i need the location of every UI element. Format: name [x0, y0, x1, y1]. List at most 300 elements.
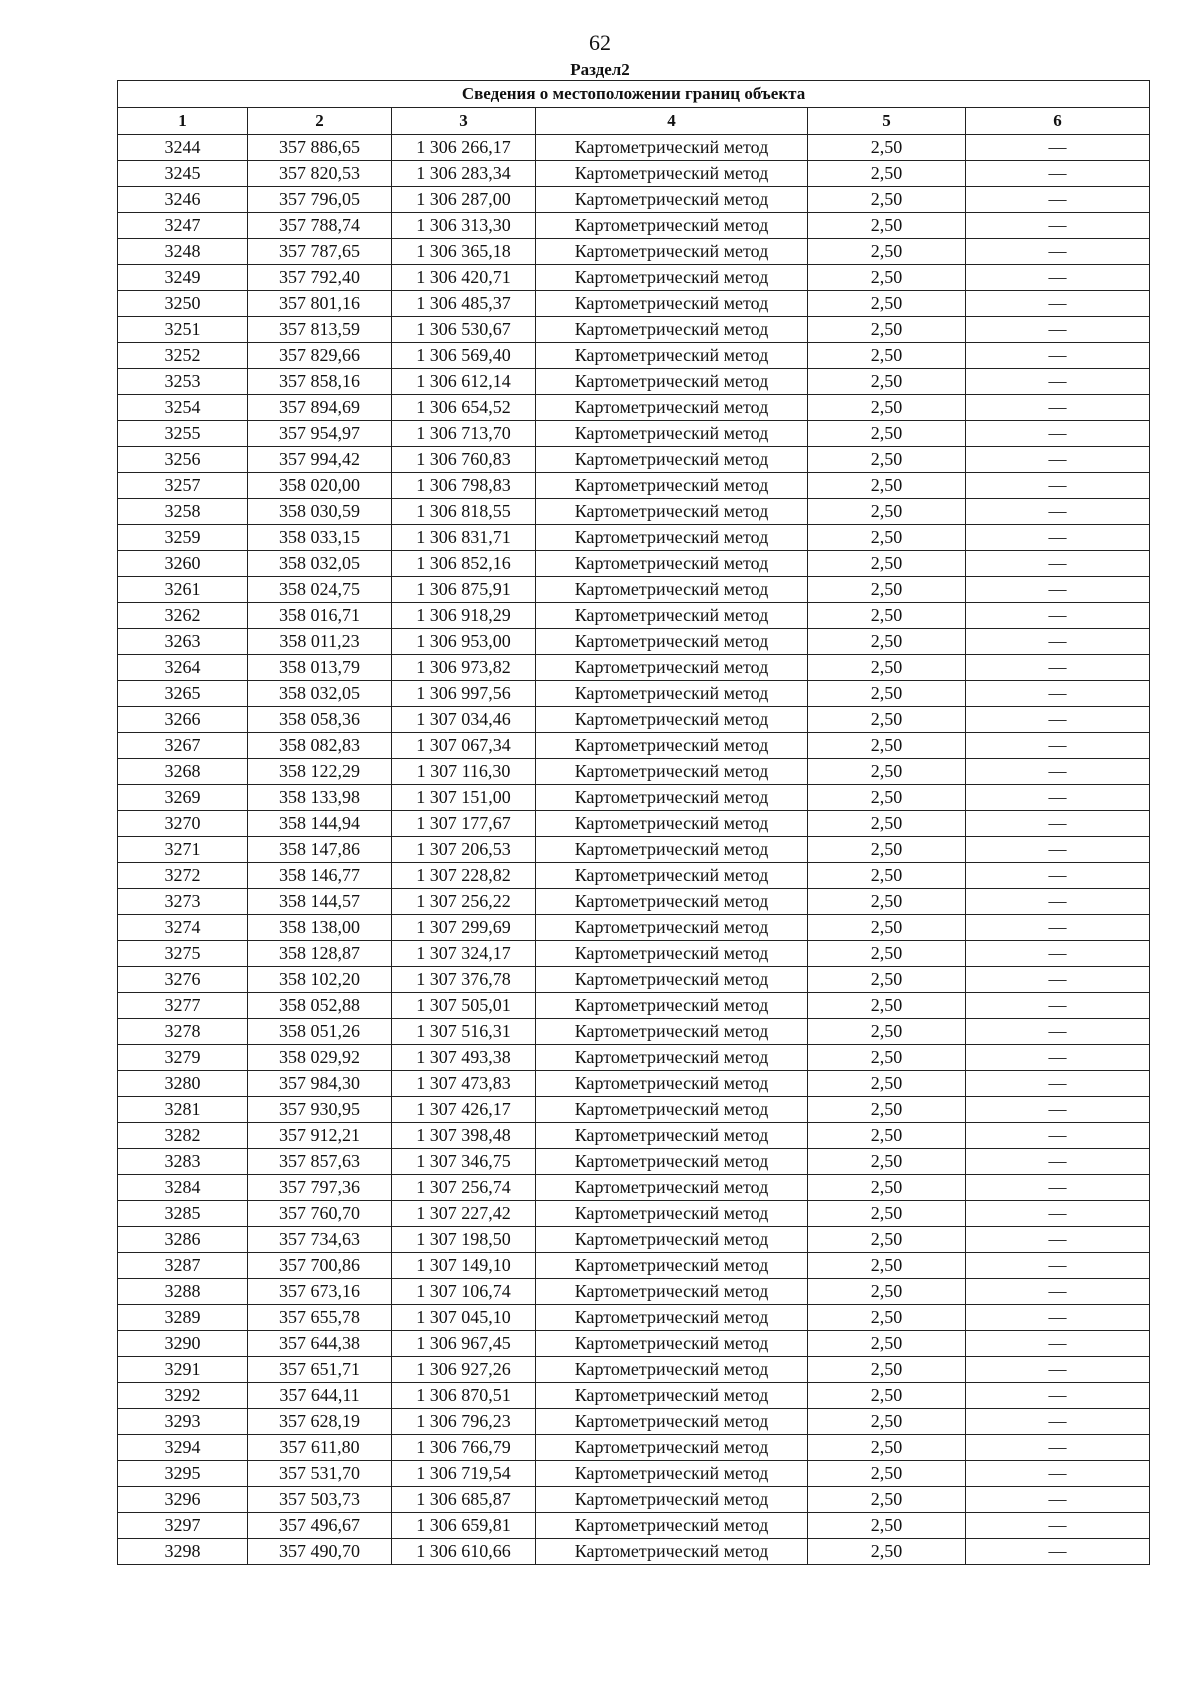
method-cell: Картометрический метод	[536, 655, 808, 681]
accuracy-cell: 2,50	[808, 1279, 966, 1305]
table-row	[118, 473, 1150, 499]
method-cell: Картометрический метод	[536, 265, 808, 291]
method-cell: Картометрический метод	[536, 1253, 808, 1279]
table-row	[118, 187, 1150, 213]
table-row	[118, 603, 1150, 629]
accuracy-cell: 2,50	[808, 1123, 966, 1149]
note-cell: —	[966, 395, 1150, 421]
method-cell: Картометрический метод	[536, 759, 808, 785]
y-coordinate-cell: 1 307 493,38	[392, 1045, 536, 1071]
point-number-cell: 3253	[118, 369, 248, 395]
method-cell: Картометрический метод	[536, 499, 808, 525]
method-cell: Картометрический метод	[536, 629, 808, 655]
table-row	[118, 1461, 1150, 1487]
point-number-cell: 3250	[118, 291, 248, 317]
table-row	[118, 1357, 1150, 1383]
table-row	[118, 1019, 1150, 1045]
table-row	[118, 1097, 1150, 1123]
x-coordinate-cell: 357 796,05	[248, 187, 392, 213]
x-coordinate-cell: 358 128,87	[248, 941, 392, 967]
method-cell: Картометрический метод	[536, 1279, 808, 1305]
y-coordinate-cell: 1 306 420,71	[392, 265, 536, 291]
method-cell: Картометрический метод	[536, 1227, 808, 1253]
accuracy-cell: 2,50	[808, 811, 966, 837]
table-row	[118, 1305, 1150, 1331]
method-cell: Картометрический метод	[536, 343, 808, 369]
x-coordinate-cell: 358 147,86	[248, 837, 392, 863]
method-cell: Картометрический метод	[536, 837, 808, 863]
note-cell: —	[966, 265, 1150, 291]
x-coordinate-cell: 357 531,70	[248, 1461, 392, 1487]
note-cell: —	[966, 889, 1150, 915]
point-number-cell: 3267	[118, 733, 248, 759]
note-cell: —	[966, 629, 1150, 655]
accuracy-cell: 2,50	[808, 1149, 966, 1175]
x-coordinate-cell: 357 700,86	[248, 1253, 392, 1279]
accuracy-cell: 2,50	[808, 629, 966, 655]
method-cell: Картометрический метод	[536, 1149, 808, 1175]
y-coordinate-cell: 1 307 227,42	[392, 1201, 536, 1227]
x-coordinate-cell: 357 734,63	[248, 1227, 392, 1253]
method-cell: Картометрический метод	[536, 1409, 808, 1435]
table-row	[118, 1149, 1150, 1175]
note-cell: —	[966, 603, 1150, 629]
x-coordinate-cell: 357 655,78	[248, 1305, 392, 1331]
method-cell: Картометрический метод	[536, 473, 808, 499]
note-cell: —	[966, 1487, 1150, 1513]
y-coordinate-cell: 1 307 505,01	[392, 993, 536, 1019]
y-coordinate-cell: 1 306 796,23	[392, 1409, 536, 1435]
y-coordinate-cell: 1 307 106,74	[392, 1279, 536, 1305]
x-coordinate-cell: 357 829,66	[248, 343, 392, 369]
accuracy-cell: 2,50	[808, 1487, 966, 1513]
x-coordinate-cell: 358 033,15	[248, 525, 392, 551]
note-cell: —	[966, 1097, 1150, 1123]
x-coordinate-cell: 357 788,74	[248, 213, 392, 239]
method-cell: Картометрический метод	[536, 1071, 808, 1097]
table-row	[118, 1487, 1150, 1513]
y-coordinate-cell: 1 307 045,10	[392, 1305, 536, 1331]
table-row	[118, 1409, 1150, 1435]
note-cell: —	[966, 447, 1150, 473]
x-coordinate-cell: 357 628,19	[248, 1409, 392, 1435]
y-coordinate-cell: 1 306 760,83	[392, 447, 536, 473]
method-cell: Картометрический метод	[536, 1461, 808, 1487]
method-cell: Картометрический метод	[536, 1305, 808, 1331]
method-cell: Картометрический метод	[536, 1513, 808, 1539]
accuracy-cell: 2,50	[808, 759, 966, 785]
y-coordinate-cell: 1 306 927,26	[392, 1357, 536, 1383]
x-coordinate-cell: 358 030,59	[248, 499, 392, 525]
y-coordinate-cell: 1 307 256,22	[392, 889, 536, 915]
point-number-cell: 3289	[118, 1305, 248, 1331]
table-row	[118, 239, 1150, 265]
note-cell: —	[966, 1201, 1150, 1227]
method-cell: Картометрический метод	[536, 291, 808, 317]
point-number-cell: 3296	[118, 1487, 248, 1513]
note-cell: —	[966, 941, 1150, 967]
method-cell: Картометрический метод	[536, 733, 808, 759]
point-number-cell: 3294	[118, 1435, 248, 1461]
y-coordinate-cell: 1 307 198,50	[392, 1227, 536, 1253]
accuracy-cell: 2,50	[808, 577, 966, 603]
point-number-cell: 3275	[118, 941, 248, 967]
method-cell: Картометрический метод	[536, 161, 808, 187]
note-cell: —	[966, 1383, 1150, 1409]
accuracy-cell: 2,50	[808, 1435, 966, 1461]
table-row	[118, 525, 1150, 551]
method-cell: Картометрический метод	[536, 1539, 808, 1565]
x-coordinate-cell: 357 994,42	[248, 447, 392, 473]
x-coordinate-cell: 357 797,36	[248, 1175, 392, 1201]
accuracy-cell: 2,50	[808, 1227, 966, 1253]
point-number-cell: 3279	[118, 1045, 248, 1071]
point-number-cell: 3281	[118, 1097, 248, 1123]
method-cell: Картометрический метод	[536, 681, 808, 707]
note-cell: —	[966, 135, 1150, 161]
x-coordinate-cell: 357 490,70	[248, 1539, 392, 1565]
x-coordinate-cell: 358 138,00	[248, 915, 392, 941]
method-cell: Картометрический метод	[536, 1357, 808, 1383]
point-number-cell: 3269	[118, 785, 248, 811]
accuracy-cell: 2,50	[808, 161, 966, 187]
y-coordinate-cell: 1 306 918,29	[392, 603, 536, 629]
point-number-cell: 3255	[118, 421, 248, 447]
x-coordinate-cell: 358 122,29	[248, 759, 392, 785]
point-number-cell: 3247	[118, 213, 248, 239]
point-number-cell: 3265	[118, 681, 248, 707]
table-row	[118, 135, 1150, 161]
table-row	[118, 993, 1150, 1019]
table-row	[118, 1227, 1150, 1253]
method-cell: Картометрический метод	[536, 603, 808, 629]
note-cell: —	[966, 1123, 1150, 1149]
table-row	[118, 551, 1150, 577]
accuracy-cell: 2,50	[808, 265, 966, 291]
x-coordinate-cell: 358 102,20	[248, 967, 392, 993]
table-row	[118, 343, 1150, 369]
x-coordinate-cell: 357 496,67	[248, 1513, 392, 1539]
point-number-cell: 3287	[118, 1253, 248, 1279]
y-coordinate-cell: 1 306 485,37	[392, 291, 536, 317]
page-number: 62	[589, 30, 611, 55]
note-cell: —	[966, 915, 1150, 941]
note-cell: —	[966, 343, 1150, 369]
y-coordinate-cell: 1 306 654,52	[392, 395, 536, 421]
note-cell: —	[966, 1045, 1150, 1071]
y-coordinate-cell: 1 306 365,18	[392, 239, 536, 265]
table-row	[118, 1331, 1150, 1357]
note-cell: —	[966, 369, 1150, 395]
table-row	[118, 967, 1150, 993]
method-cell: Картометрический метод	[536, 1097, 808, 1123]
method-cell: Картометрический метод	[536, 1383, 808, 1409]
table-row	[118, 1201, 1150, 1227]
x-coordinate-cell: 357 644,11	[248, 1383, 392, 1409]
accuracy-cell: 2,50	[808, 1071, 966, 1097]
accuracy-cell: 2,50	[808, 941, 966, 967]
y-coordinate-cell: 1 306 287,00	[392, 187, 536, 213]
accuracy-cell: 2,50	[808, 967, 966, 993]
method-cell: Картометрический метод	[536, 135, 808, 161]
table-row	[118, 1071, 1150, 1097]
note-cell: —	[966, 239, 1150, 265]
table-row	[118, 837, 1150, 863]
note-cell: —	[966, 421, 1150, 447]
table-caption: Сведения о местоположении границ объекта	[118, 81, 1150, 108]
y-coordinate-cell: 1 306 530,67	[392, 317, 536, 343]
table-row	[118, 1279, 1150, 1305]
note-cell: —	[966, 1071, 1150, 1097]
x-coordinate-cell: 358 024,75	[248, 577, 392, 603]
table-row	[118, 1513, 1150, 1539]
table-row	[118, 811, 1150, 837]
method-cell: Картометрический метод	[536, 317, 808, 343]
point-number-cell: 3282	[118, 1123, 248, 1149]
y-coordinate-cell: 1 306 818,55	[392, 499, 536, 525]
y-coordinate-cell: 1 307 398,48	[392, 1123, 536, 1149]
point-number-cell: 3274	[118, 915, 248, 941]
method-cell: Картометрический метод	[536, 1175, 808, 1201]
x-coordinate-cell: 357 930,95	[248, 1097, 392, 1123]
y-coordinate-cell: 1 306 266,17	[392, 135, 536, 161]
note-cell: —	[966, 811, 1150, 837]
accuracy-cell: 2,50	[808, 1305, 966, 1331]
accuracy-cell: 2,50	[808, 473, 966, 499]
y-coordinate-cell: 1 307 346,75	[392, 1149, 536, 1175]
table-row	[118, 655, 1150, 681]
point-number-cell: 3293	[118, 1409, 248, 1435]
accuracy-cell: 2,50	[808, 1461, 966, 1487]
method-cell: Картометрический метод	[536, 551, 808, 577]
column-header: 5	[808, 108, 966, 135]
x-coordinate-cell: 358 058,36	[248, 707, 392, 733]
y-coordinate-cell: 1 306 831,71	[392, 525, 536, 551]
method-cell: Картометрический метод	[536, 1045, 808, 1071]
x-coordinate-cell: 357 857,63	[248, 1149, 392, 1175]
point-number-cell: 3272	[118, 863, 248, 889]
point-number-cell: 3271	[118, 837, 248, 863]
note-cell: —	[966, 1435, 1150, 1461]
method-cell: Картометрический метод	[536, 785, 808, 811]
accuracy-cell: 2,50	[808, 369, 966, 395]
point-number-cell: 3263	[118, 629, 248, 655]
table-row	[118, 889, 1150, 915]
note-cell: —	[966, 577, 1150, 603]
x-coordinate-cell: 357 984,30	[248, 1071, 392, 1097]
accuracy-cell: 2,50	[808, 291, 966, 317]
y-coordinate-cell: 1 306 713,70	[392, 421, 536, 447]
x-coordinate-cell: 357 801,16	[248, 291, 392, 317]
x-coordinate-cell: 357 787,65	[248, 239, 392, 265]
note-cell: —	[966, 1279, 1150, 1305]
method-cell: Картометрический метод	[536, 863, 808, 889]
y-coordinate-cell: 1 306 766,79	[392, 1435, 536, 1461]
point-number-cell: 3249	[118, 265, 248, 291]
table-row	[118, 1175, 1150, 1201]
note-cell: —	[966, 161, 1150, 187]
note-cell: —	[966, 499, 1150, 525]
table-row	[118, 395, 1150, 421]
point-number-cell: 3258	[118, 499, 248, 525]
table-row	[118, 577, 1150, 603]
method-cell: Картометрический метод	[536, 1019, 808, 1045]
x-coordinate-cell: 358 011,23	[248, 629, 392, 655]
note-cell: —	[966, 1305, 1150, 1331]
point-number-cell: 3260	[118, 551, 248, 577]
note-cell: —	[966, 759, 1150, 785]
y-coordinate-cell: 1 306 569,40	[392, 343, 536, 369]
accuracy-cell: 2,50	[808, 889, 966, 915]
accuracy-cell: 2,50	[808, 343, 966, 369]
point-number-cell: 3248	[118, 239, 248, 265]
x-coordinate-cell: 357 886,65	[248, 135, 392, 161]
note-cell: —	[966, 655, 1150, 681]
x-coordinate-cell: 358 144,94	[248, 811, 392, 837]
point-number-cell: 3256	[118, 447, 248, 473]
accuracy-cell: 2,50	[808, 1253, 966, 1279]
accuracy-cell: 2,50	[808, 551, 966, 577]
point-number-cell: 3290	[118, 1331, 248, 1357]
accuracy-cell: 2,50	[808, 863, 966, 889]
accuracy-cell: 2,50	[808, 525, 966, 551]
point-number-cell: 3259	[118, 525, 248, 551]
accuracy-cell: 2,50	[808, 1019, 966, 1045]
note-cell: —	[966, 733, 1150, 759]
accuracy-cell: 2,50	[808, 733, 966, 759]
y-coordinate-cell: 1 306 875,91	[392, 577, 536, 603]
method-cell: Картометрический метод	[536, 421, 808, 447]
method-cell: Картометрический метод	[536, 213, 808, 239]
accuracy-cell: 2,50	[808, 1045, 966, 1071]
y-coordinate-cell: 1 306 973,82	[392, 655, 536, 681]
column-header: 3	[392, 108, 536, 135]
y-coordinate-cell: 1 307 516,31	[392, 1019, 536, 1045]
point-number-cell: 3270	[118, 811, 248, 837]
point-number-cell: 3291	[118, 1357, 248, 1383]
accuracy-cell: 2,50	[808, 837, 966, 863]
note-cell: —	[966, 1019, 1150, 1045]
accuracy-cell: 2,50	[808, 499, 966, 525]
note-cell: —	[966, 317, 1150, 343]
column-header: 4	[536, 108, 808, 135]
note-cell: —	[966, 213, 1150, 239]
y-coordinate-cell: 1 307 034,46	[392, 707, 536, 733]
y-coordinate-cell: 1 306 313,30	[392, 213, 536, 239]
x-coordinate-cell: 358 020,00	[248, 473, 392, 499]
x-coordinate-cell: 357 760,70	[248, 1201, 392, 1227]
method-cell: Картометрический метод	[536, 1331, 808, 1357]
x-coordinate-cell: 357 858,16	[248, 369, 392, 395]
table-row	[118, 1253, 1150, 1279]
x-coordinate-cell: 358 146,77	[248, 863, 392, 889]
y-coordinate-cell: 1 306 719,54	[392, 1461, 536, 1487]
table-row	[118, 421, 1150, 447]
point-number-cell: 3292	[118, 1383, 248, 1409]
y-coordinate-cell: 1 307 206,53	[392, 837, 536, 863]
method-cell: Картометрический метод	[536, 239, 808, 265]
point-number-cell: 3257	[118, 473, 248, 499]
point-number-cell: 3254	[118, 395, 248, 421]
point-number-cell: 3284	[118, 1175, 248, 1201]
accuracy-cell: 2,50	[808, 655, 966, 681]
x-coordinate-cell: 357 651,71	[248, 1357, 392, 1383]
y-coordinate-cell: 1 306 870,51	[392, 1383, 536, 1409]
point-number-cell: 3277	[118, 993, 248, 1019]
note-cell: —	[966, 863, 1150, 889]
x-coordinate-cell: 357 503,73	[248, 1487, 392, 1513]
y-coordinate-cell: 1 306 283,34	[392, 161, 536, 187]
x-coordinate-cell: 358 029,92	[248, 1045, 392, 1071]
note-cell: —	[966, 1253, 1150, 1279]
accuracy-cell: 2,50	[808, 135, 966, 161]
table-row	[118, 291, 1150, 317]
table-row	[118, 265, 1150, 291]
table-row	[118, 707, 1150, 733]
accuracy-cell: 2,50	[808, 993, 966, 1019]
x-coordinate-cell: 358 052,88	[248, 993, 392, 1019]
point-number-cell: 3297	[118, 1513, 248, 1539]
accuracy-cell: 2,50	[808, 447, 966, 473]
method-cell: Картометрический метод	[536, 369, 808, 395]
method-cell: Картометрический метод	[536, 1487, 808, 1513]
accuracy-cell: 2,50	[808, 1175, 966, 1201]
table-row	[118, 1435, 1150, 1461]
y-coordinate-cell: 1 306 798,83	[392, 473, 536, 499]
point-number-cell: 3283	[118, 1149, 248, 1175]
accuracy-cell: 2,50	[808, 1383, 966, 1409]
table-row	[118, 733, 1150, 759]
point-number-cell: 3286	[118, 1227, 248, 1253]
point-number-cell: 3251	[118, 317, 248, 343]
method-cell: Картометрический метод	[536, 577, 808, 603]
y-coordinate-cell: 1 307 473,83	[392, 1071, 536, 1097]
method-cell: Картометрический метод	[536, 525, 808, 551]
method-cell: Картометрический метод	[536, 707, 808, 733]
note-cell: —	[966, 837, 1150, 863]
y-coordinate-cell: 1 307 376,78	[392, 967, 536, 993]
y-coordinate-cell: 1 306 612,14	[392, 369, 536, 395]
note-cell: —	[966, 1539, 1150, 1565]
x-coordinate-cell: 358 032,05	[248, 551, 392, 577]
accuracy-cell: 2,50	[808, 239, 966, 265]
method-cell: Картометрический метод	[536, 187, 808, 213]
y-coordinate-cell: 1 306 685,87	[392, 1487, 536, 1513]
note-cell: —	[966, 1461, 1150, 1487]
y-coordinate-cell: 1 307 067,34	[392, 733, 536, 759]
point-number-cell: 3252	[118, 343, 248, 369]
note-cell: —	[966, 1331, 1150, 1357]
column-header: 6	[966, 108, 1150, 135]
y-coordinate-cell: 1 307 324,17	[392, 941, 536, 967]
y-coordinate-cell: 1 307 116,30	[392, 759, 536, 785]
accuracy-cell: 2,50	[808, 1513, 966, 1539]
point-number-cell: 3268	[118, 759, 248, 785]
table-row	[118, 1383, 1150, 1409]
accuracy-cell: 2,50	[808, 1357, 966, 1383]
note-cell: —	[966, 785, 1150, 811]
table-row	[118, 1045, 1150, 1071]
point-number-cell: 3261	[118, 577, 248, 603]
note-cell: —	[966, 1409, 1150, 1435]
y-coordinate-cell: 1 306 852,16	[392, 551, 536, 577]
note-cell: —	[966, 291, 1150, 317]
boundary-coordinates-table	[117, 80, 1150, 1565]
x-coordinate-cell: 357 912,21	[248, 1123, 392, 1149]
table-row	[118, 629, 1150, 655]
method-cell: Картометрический метод	[536, 811, 808, 837]
point-number-cell: 3278	[118, 1019, 248, 1045]
